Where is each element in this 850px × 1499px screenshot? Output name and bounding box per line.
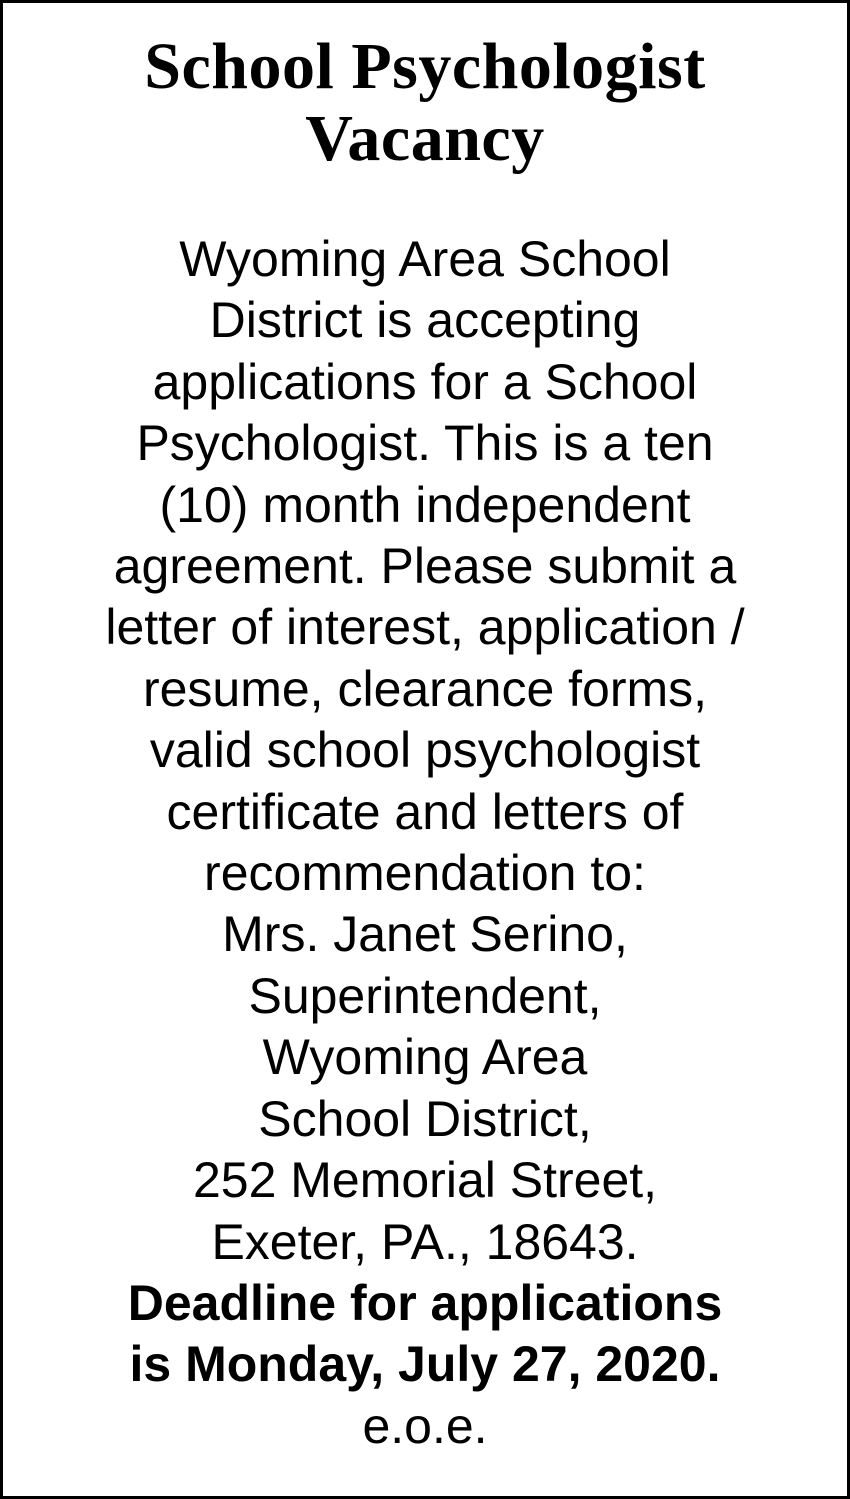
contact-name: Mrs. Janet Serino, <box>222 906 628 963</box>
body-line: District is accepting <box>209 292 641 349</box>
eoe-footer: e.o.e. <box>362 1397 488 1454</box>
body-line: valid school psychologist <box>149 722 701 779</box>
deadline-line: is Monday, July 27, 2020. <box>129 1336 721 1393</box>
body-line: Wyoming Area School <box>179 231 671 287</box>
body-line: agreement. Please submit a <box>113 538 737 595</box>
body-line: Psychologist. This is a ten <box>136 415 714 472</box>
address-line: School District, <box>258 1090 592 1147</box>
title-line: School Psychologist <box>144 30 706 103</box>
ad-body <box>3 229 847 1457</box>
address-line: 252 Memorial Street, <box>192 1152 658 1209</box>
ad-title <box>3 31 847 175</box>
body-line: applications for a School <box>152 353 698 410</box>
title-line: Vacancy <box>305 102 545 175</box>
body-line: letter of interest, application / <box>105 599 745 656</box>
contact-title: Superintendent, <box>248 967 602 1024</box>
address-line: Exeter, PA., 18643. <box>211 1213 639 1270</box>
deadline-line: Deadline for applications <box>127 1274 723 1331</box>
body-line: certificate and letters of <box>166 783 684 840</box>
body-line: (10) month independent <box>159 476 691 533</box>
body-line: recommendation to: <box>204 845 646 902</box>
body-line: resume, clearance forms, <box>142 660 708 717</box>
address-line: Wyoming Area <box>262 1029 588 1086</box>
